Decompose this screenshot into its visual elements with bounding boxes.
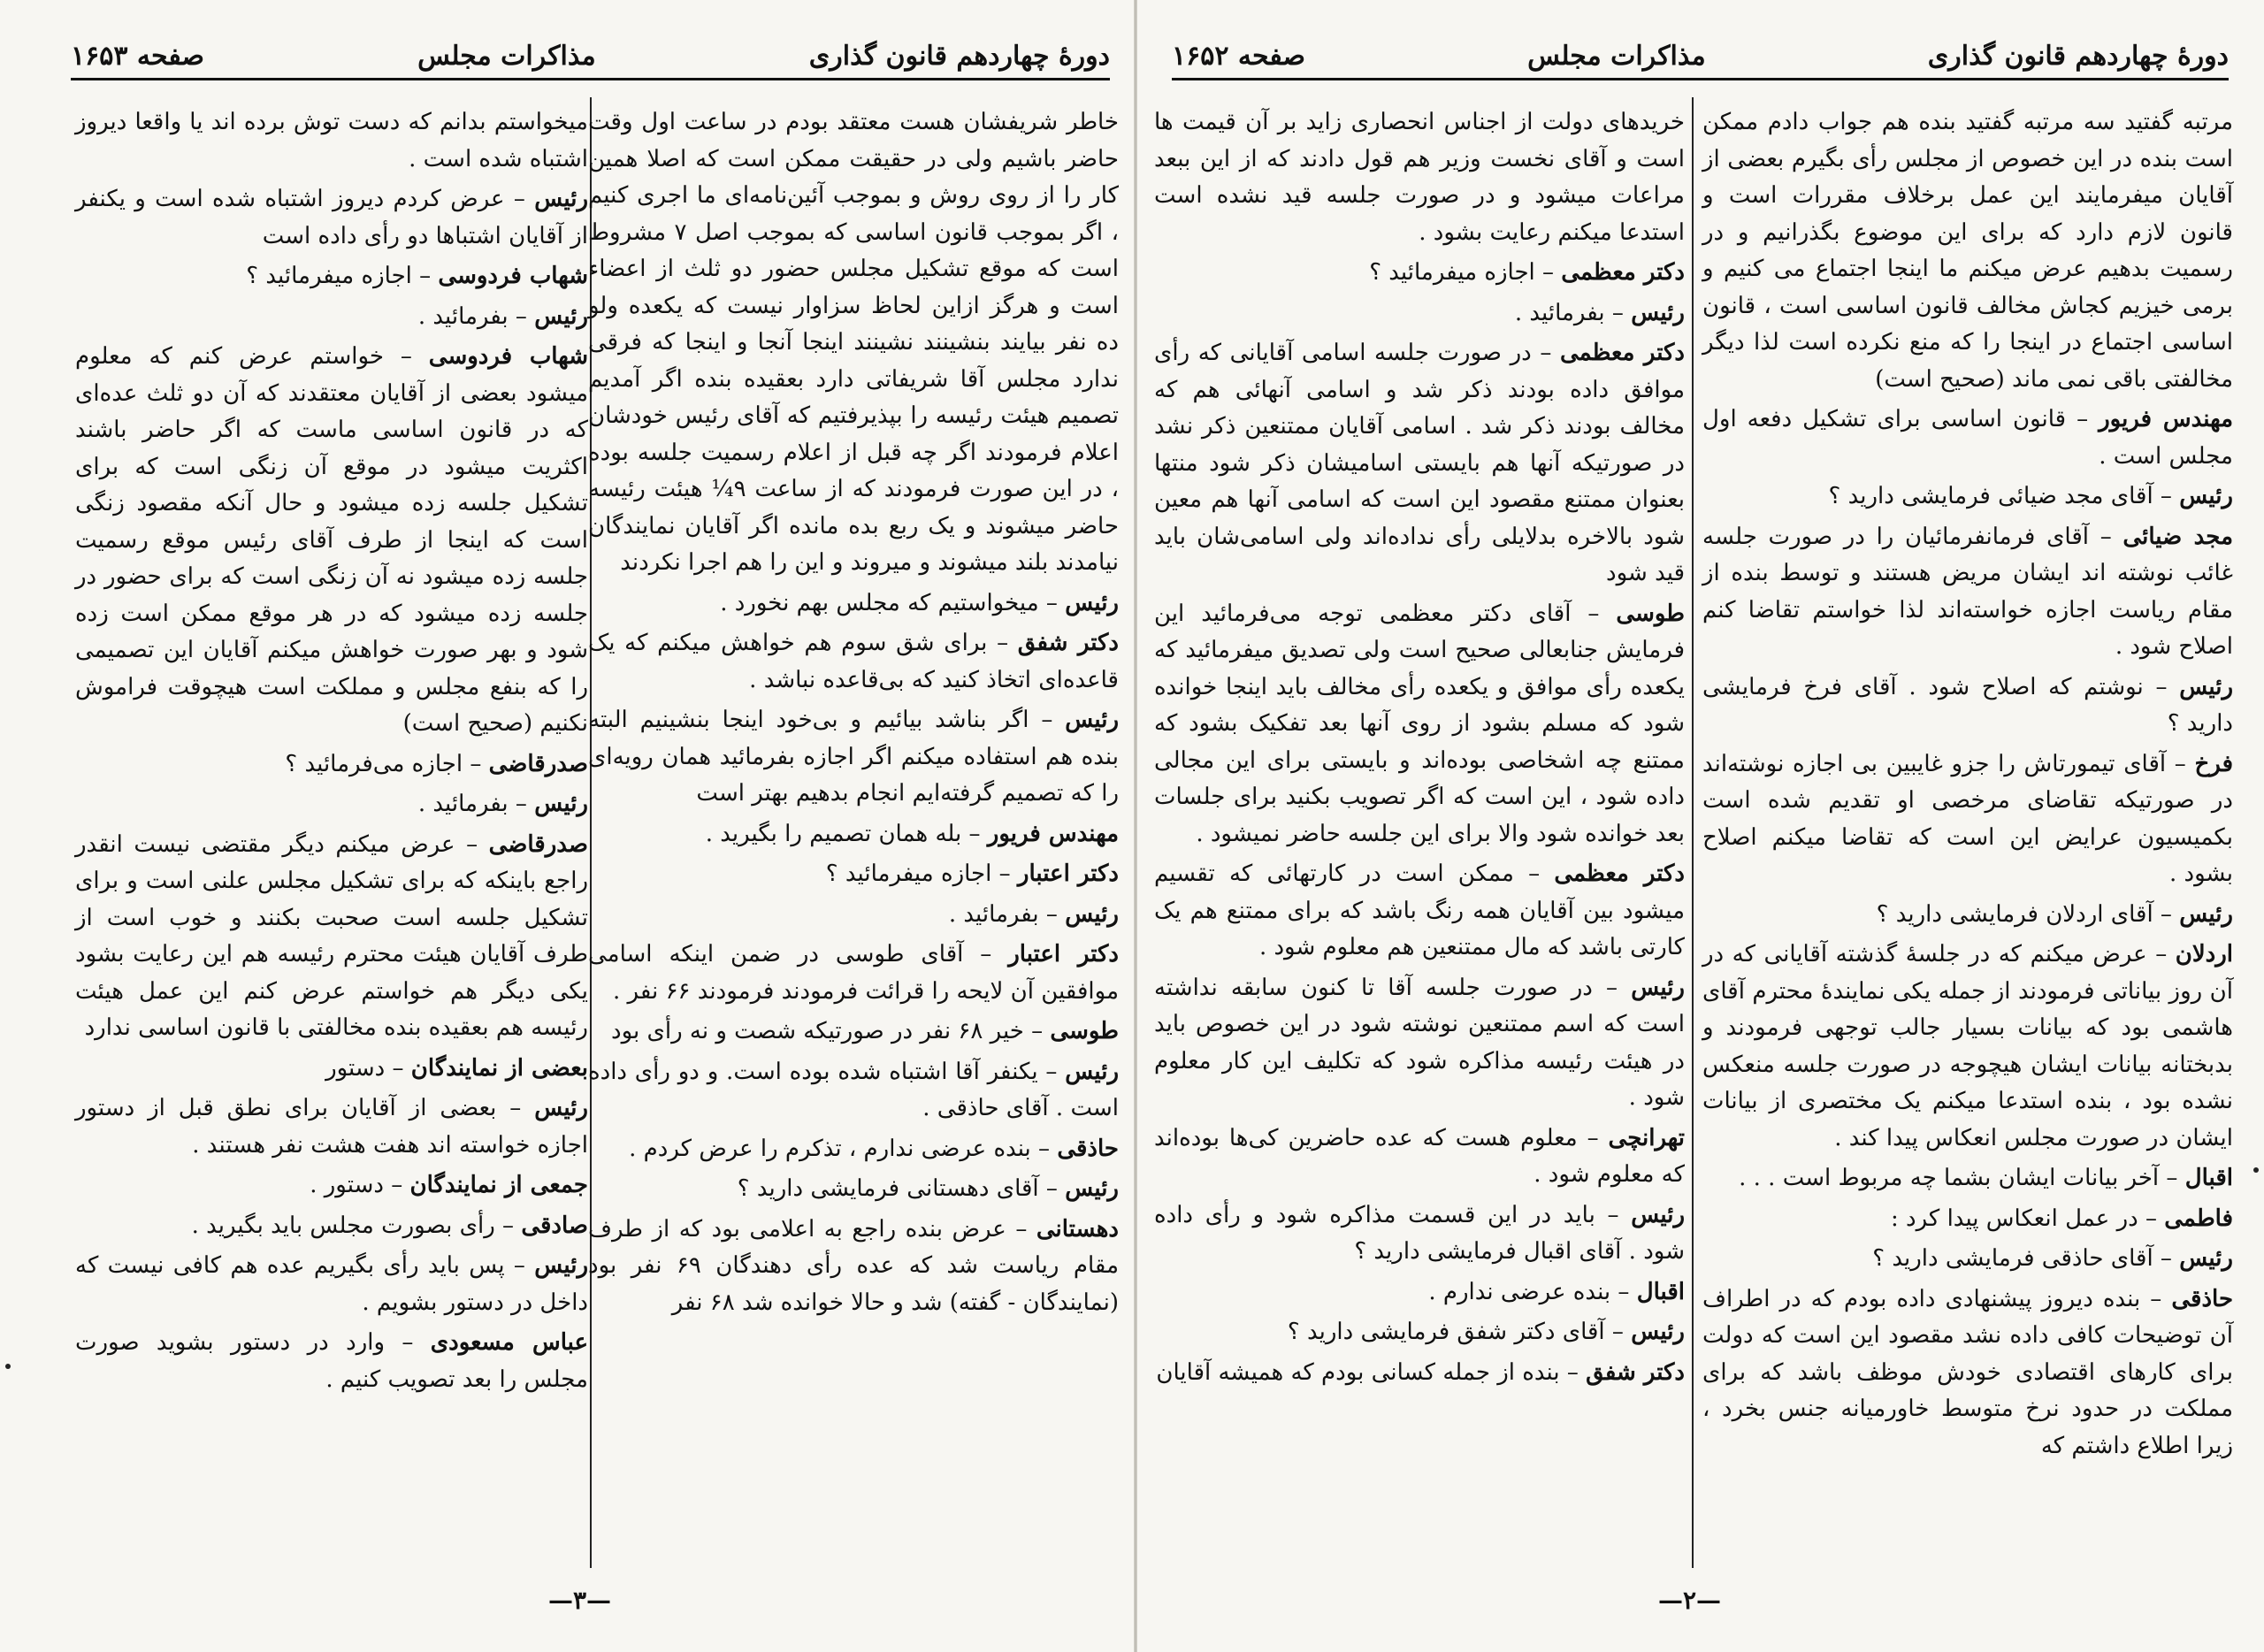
speaker-dash: – [963, 941, 1009, 967]
speech-paragraph [1702, 1281, 2233, 1465]
speaker-name: حاذقی [1057, 1135, 1119, 1162]
speech-paragraph [1154, 1197, 1685, 1271]
speaker-name: دکتر معظمی [1554, 860, 1686, 887]
speech-paragraph [1154, 856, 1685, 967]
speech-paragraph [588, 856, 1119, 893]
speaker-name: شهاب فردوسی [428, 343, 588, 370]
speech-text: خریدهای دولت از اجناس انحصاری زاید بر آن قیمت ها است و آقای نخست وزیر هم قول دادند که از این ببعد مراعات میشود و در صورت جلسه قید نشده است استدعا میکنم رعایت بشود . [1154, 109, 1685, 246]
speaker-dash: – [2153, 1245, 2180, 1272]
speaker-dash: – [494, 1212, 522, 1239]
speech-paragraph [588, 104, 1119, 582]
speech-text: دستور . [310, 1172, 384, 1198]
speech-text: بعضی از آقایان برای نطق قبل از دستور اجازه خواسته اند هفت هشت نفر هستند . [75, 1095, 588, 1159]
speech-text: میخواستم بدانم که دست توش برده اند یا واقعا دیروز اشتباه شده است . [75, 109, 588, 172]
speech-text: بنده عرضی ندارم ، تذکرم را عرض کردم . [629, 1135, 1031, 1162]
page-header [71, 34, 1110, 80]
speaker-dash: – [1559, 1358, 1587, 1386]
speaker-name: دهستانی [1036, 1215, 1120, 1243]
speech-paragraph [1154, 295, 1685, 333]
speaker-dash: – [411, 263, 439, 289]
speaker-dash: – [385, 1329, 431, 1356]
speech-paragraph [588, 816, 1119, 853]
text-column-right [588, 104, 1119, 1555]
speaker-name: دکتر معظمی [1559, 340, 1685, 366]
speech-paragraph [588, 1054, 1119, 1128]
speech-text: پس باید رأی بگیریم عده هم کافی نیست که داخل در دستور بشویم . [75, 1252, 588, 1316]
speech-paragraph [1154, 1355, 1685, 1392]
text-column-right [1702, 104, 2233, 1555]
page-folio: —۳— [548, 1586, 612, 1615]
session-title: دورهٔ چهاردهم قانون گذاری [808, 40, 1110, 72]
speaker-dash: – [1610, 1278, 1637, 1305]
speaker-dash: – [504, 1252, 535, 1279]
speech-paragraph [588, 625, 1119, 699]
speech-text: آقای دکتر شفق فرمایشی دارید ؟ [1287, 1319, 1605, 1345]
scan-mark [2253, 1167, 2259, 1173]
speaker-dash: – [1023, 1018, 1051, 1044]
speech-text: آقای دهستانی فرمایشی دارید ؟ [737, 1175, 1039, 1202]
speaker-name: تهرانچی [1608, 1124, 1686, 1151]
speaker-name: رئیس [2179, 900, 2233, 928]
speaker-name: رئیس [1065, 707, 1120, 733]
speech-text: بفرمائید . [948, 900, 1039, 928]
speech-paragraph [1702, 104, 2233, 398]
speech-paragraph [1154, 1274, 1685, 1312]
speech-paragraph [75, 181, 588, 255]
speaker-name: فاطمی [2164, 1205, 2233, 1232]
speaker-name: رئیس [2179, 673, 2234, 700]
speech-text: در عمل انعکاس پیدا کرد : [1890, 1205, 2138, 1232]
speech-text: آقای اردلان فرمایشی دارید ؟ [1876, 900, 2153, 928]
speaker-dash: – [385, 1054, 411, 1082]
speech-paragraph [1702, 402, 2233, 475]
speaker-name: صدرقاضی [488, 750, 588, 777]
speaker-dash: – [1038, 1175, 1066, 1202]
speech-text: دستور [325, 1054, 386, 1082]
speech-text: قانون اساسی برای تشکیل دفعه اول مجلس است . [1702, 406, 2233, 470]
text-column-left [1154, 104, 1685, 1555]
speaker-dash: – [463, 750, 489, 777]
speaker-name: رئیس [1631, 1319, 1685, 1345]
page-right [1136, 0, 2264, 1652]
speech-text: اجازه می‌فرمائید ؟ [285, 750, 463, 777]
speaker-dash: – [2140, 1285, 2172, 1312]
speech-text: نوشتم که اصلاح شود . آقای فرخ فرمایشی دارید ؟ [1702, 673, 2233, 737]
speech-text: بنده عرضی ندارم . [1428, 1278, 1611, 1305]
speech-text: بفرمائید . [417, 302, 509, 330]
speaker-dash: – [1029, 707, 1066, 733]
speech-text: خاطر شریفشان هست معتقد بودم در ساعت اول وقت حاضر باشیم ولی در حقیقت ممکن است که اصلا همین کار را از روی روش و بموجب آئین‌نامه‌ای ما اجری کنیم ، اگر بموجب قانون اساسی که بموجب اصل ۷ مشروط است که موقع تشکیل مجلس حضور دو ثلث از اعضاء است و هرگز ازاین لحاظ سزاوار نیست که یکعده ولو ده نفر بیایند بنشینند نشینند اینجا آنجا و اینجا که فرقی ندارد مجلس آقا شریفاتی دارد بعقیده بنده اگر آمدیم تصمیم هیئت رئیسه را بپذیرفتیم که آقای رئیس خودشان اعلام فرمودند اگر چه قبل از اعلام رسمیت جلسه بوده ، در این صورت فرمودند که از ساعت ۹¼ هیئت رئیسه حاضر میشوند و یک ربع بده مانده اگر آقایان نمایندگان نیامدند بلند میشوند و میروند و این را هم اجرا نکردند [588, 109, 1119, 576]
speech-paragraph [1702, 746, 2233, 893]
speaker-dash: – [2159, 1165, 2185, 1191]
speaker-dash: – [383, 1172, 410, 1198]
speaker-name: طوسی [1050, 1018, 1119, 1044]
speaker-name: صادقی [521, 1212, 588, 1239]
speaker-name: رئیس [1631, 299, 1685, 326]
speaker-dash: – [1037, 1058, 1066, 1085]
speaker-name: دکتر اعتبار [1008, 941, 1120, 967]
speaker-dash: – [1604, 1319, 1632, 1345]
speech-paragraph [588, 1171, 1119, 1208]
speaker-dash: – [508, 302, 535, 330]
speaker-name: رئیس [534, 1095, 588, 1121]
speaker-dash: – [1604, 299, 1632, 326]
speech-paragraph [588, 1212, 1119, 1322]
page-label: صفحه ۱۶۵۳ [71, 40, 205, 72]
speaker-name: رئیس [534, 186, 589, 212]
speech-paragraph [1154, 335, 1685, 593]
speaker-name: اقبال [1636, 1278, 1685, 1305]
speech-paragraph [588, 585, 1119, 623]
speaker-dash: – [2166, 750, 2195, 777]
speech-text: مرتبه گفتید سه مرتبه گفتید بنده هم جواب دادم ممکن است بنده در این خصوص از مجلس رأی بگیرم بعضی از آقایان میفرمایند این عمل برخلاف مقررات است و قانون لازم دارد که برای این موضوع بگذرانیم و در رسمیت بدهیم عرض میکنم ما اینجا اجتماع می کنیم و برمی خیزیم کجاش مخالف قانون اساسی است ، قانون اساسی اجتماع در اینجا را که منع نکرده است لذا دیگر مخالفتی باقی نمی ماند (صحیح است) [1702, 109, 2233, 393]
speaker-dash: – [2153, 483, 2180, 509]
speaker-name: مهندس فریور [987, 820, 1119, 847]
speech-text: میخواستیم که مجلس بهم نخورد . [720, 589, 1039, 616]
speech-paragraph [75, 1167, 588, 1205]
speech-paragraph [1154, 1120, 1685, 1194]
session-title: دورهٔ چهاردهم قانون گذاری [1927, 40, 2229, 72]
speaker-name: اردلان [2175, 941, 2233, 967]
speech-text: عرض کردم دیروز اشتباه شده است و یکنفر از آقایان اشتباها دو رأی داده است [75, 186, 588, 249]
speech-paragraph [75, 786, 588, 823]
speech-paragraph [1154, 255, 1685, 292]
speaker-dash: – [991, 860, 1018, 887]
speaker-name: دکتر اعتبار [1017, 860, 1119, 887]
speaker-name: رئیس [1631, 1201, 1686, 1228]
speech-paragraph [1702, 669, 2233, 743]
speaker-name: رئیس [1065, 900, 1119, 928]
speech-paragraph [75, 1325, 588, 1398]
speaker-dash: – [1534, 259, 1562, 286]
speaker-name: اقبال [2184, 1165, 2233, 1191]
speaker-dash: – [504, 186, 535, 212]
speaker-dash: – [383, 343, 429, 370]
speech-paragraph [588, 1013, 1119, 1051]
speech-paragraph [75, 1208, 588, 1245]
speaker-dash: – [1595, 1201, 1632, 1228]
speaker-name: جمعی از نمایندگان [409, 1172, 588, 1198]
speech-paragraph [75, 1051, 588, 1088]
speech-text: ممکن است در کارتهائی که تقسیم میشود بین آقایان همه رنگ باشد که برای ممتنع هم یک کارتی باشد که مال ممتنعین هم معلوم شود . [1154, 860, 1685, 960]
speaker-name: شهاب فردوسی [438, 263, 588, 289]
speaker-dash: – [1030, 1135, 1058, 1162]
speaker-name: مجد ضیائی [2122, 523, 2234, 550]
text-column-left [75, 104, 588, 1555]
speech-paragraph [1154, 970, 1685, 1117]
speech-paragraph [588, 1131, 1119, 1168]
speech-text: خواستم عرض کنم که معلوم میشود بعضی از آقایان معتقدند که آن دو ثلث عده‌ای که در قانون اساسی ماست که اگر حاضر باشند اکثریت میشود در موقع آن زنگی است که برای تشکیل جلسه زده میشود و حال آنکه مقصود زنگی است که اینجا از طرف آقای رئیس موقع رسمیت جلسه زده میشود نه آن زنگی است که برای حضور در جلسه زده میشود که در هر موقع ممکن است زده شود و بهر صورت خواهش میکنم آقایان این تصمیمی را که بنفع مجلس و مملکت است هیچوقت فراموش نکنیم (صحیح است) [75, 343, 588, 737]
publication-title: مذاکرات مجلس [417, 40, 596, 72]
speaker-name: مهندس فریور [2099, 406, 2233, 432]
speech-text: بنده دیروز پیشنهادی داده بودم که در اطراف آن توضیحات کافی داده نشد مقصود این است که دولت برای کارهای اقتصادی خودش موظف باشد که برای مملکت در حدود نرخ متوسط خاورمیانه جنس بخرد ، زیرا اطلاع داشتم که [1702, 1285, 2233, 1459]
speech-text: اگر بناشد بیائیم و بی‌خود اینجا بنشینیم البته بنده هم استفاده میکنم اگر اجازه بفرمائید همان رویه‌ای را که تصمیم گرفته‌ایم انجام بدهیم بهتر است [588, 707, 1119, 807]
speech-paragraph [1154, 596, 1685, 853]
speech-text: اجازه میفرمائید ؟ [825, 860, 992, 887]
speech-text: در صورت جلسه اسامی آقایانی که رأی موافق داده بودند ذکر شد و اسامی آنهائی هم که مخالف بودند ذکر شد . اسامی آقایان ممتنعین ذکر نشد در صورتیکه آنها هم بایستی اسامیشان ذکر شود منتها بعنوان ممتنع مقصود این است که اسامی آنها هم معین شود بالاخره بدلایلی رأی نداده‌اند ولی اسامی‌شان باید قید شود [1154, 340, 1685, 586]
speech-text: اجازه میفرمائید ؟ [246, 263, 412, 289]
speaker-name: صدرقاضی [488, 830, 588, 858]
speech-paragraph [588, 702, 1119, 813]
speaker-dash: – [1038, 589, 1066, 616]
speaker-dash: – [1531, 340, 1560, 366]
speech-paragraph [75, 827, 588, 1047]
page-folio: —۲— [1658, 1586, 1722, 1615]
speech-paragraph [1154, 1314, 1685, 1351]
speech-paragraph [1702, 1241, 2233, 1278]
speaker-name: رئیس [2179, 483, 2233, 509]
speaker-dash: – [1592, 974, 1632, 1001]
speech-text: اجازه میفرمائید ؟ [1369, 259, 1535, 286]
speech-paragraph [75, 1090, 588, 1164]
speech-paragraph [75, 299, 588, 336]
speech-text: بنده از جمله کسانی بودم که همیشه آقایان [1156, 1358, 1560, 1386]
speech-text: آخر بیانات ایشان بشما چه مربوط است . . . [1739, 1165, 2160, 1191]
speech-paragraph [1154, 104, 1685, 251]
speaker-dash: – [2153, 900, 2180, 928]
speaker-name: عباس مسعودی [430, 1329, 588, 1356]
speaker-dash: – [508, 791, 535, 817]
speech-text: بفرمائید . [417, 791, 509, 817]
publication-title: مذاکرات مجلس [1527, 40, 1706, 72]
speech-paragraph [1702, 519, 2233, 666]
speaker-dash: – [1038, 900, 1066, 928]
speech-text: معلوم هست که عده حاضرین کی‌ها بوده‌اند که معلوم شود . [1154, 1124, 1685, 1188]
speech-paragraph [1702, 937, 2233, 1157]
speaker-name: رئیس [534, 302, 588, 330]
speaker-dash: – [1513, 860, 1555, 887]
speech-paragraph [1702, 897, 2233, 934]
speaker-dash: – [496, 1095, 535, 1121]
speaker-name: رئیس [1065, 589, 1119, 616]
speech-paragraph [75, 746, 588, 784]
speech-text: یکنفر آقا اشتباه شده بوده است. و دو رأی داده است . آقای حاذقی . [588, 1058, 1119, 1121]
speech-text: باید در این قسمت مذاکره شود و رأی داده شود . آقای اقبال فرمایشی دارید ؟ [1154, 1201, 1685, 1265]
speech-text: آقای تیمورتاش را جزو غایبین بی اجازه نوشته‌اند در صورتیکه تقاضای مرخصی او تقدیم شده است بکمیسیون عرایض این است که تقاضا میکنم اصلاح بشود . [1702, 750, 2233, 887]
speech-text: آقای طوسی در ضمن اینکه اسامی موافقین آن لایحه را قرائت فرمودند فرمودند ۶۶ نفر . [588, 941, 1119, 1005]
speech-text: عرض بنده راجع به اعلامی بود که از طرف مقام ریاست شد که عده رأی دهندگان ۶۹ نفر بود (نمایندگان - گفته) شد و حالا خوانده شد ۶۸ نفر [588, 1215, 1119, 1316]
speaker-dash: – [987, 630, 1018, 656]
speech-paragraph [75, 1248, 588, 1321]
speech-text: در صورت جلسه آقا تا کنون سابقه نداشته است که اسم ممتنعین نوشته شود در این خصوص باید در هیئت رئیسه مذاکره شود که تکلیف این کار معلوم شود . [1154, 974, 1685, 1111]
speaker-dash: – [961, 820, 988, 847]
speech-paragraph [75, 339, 588, 743]
speech-text: آقای مجد ضیائی فرمایشی دارید ؟ [1828, 483, 2153, 509]
speech-text: رأی بصورت مجلس باید بگیرید . [191, 1212, 495, 1239]
speaker-name: رئیس [2179, 1245, 2233, 1272]
speech-text: عرض میکنم دیگر مقتضی نیست انقدر راجع باینکه که برای تشکیل مجلس علنی است و برای تشکیل جلسه است صحبت بکنند و خوب است از طرف آقایان هیئت محترم رئیسه هم این رعایت بشود یکی دیگر هم خواستم عرض کنم این عمل هیئت رئیسه هم بعقیده بنده مخالفتی با قانون اساسی ندارد [75, 830, 588, 1041]
column-rule [1692, 97, 1694, 1568]
speaker-name: رئیس [1065, 1175, 1119, 1202]
speaker-name: رئیس [534, 791, 588, 817]
speaker-name: رئیس [534, 1252, 589, 1279]
speech-paragraph [588, 897, 1119, 934]
speech-paragraph [75, 258, 588, 295]
speaker-dash: – [1571, 600, 1617, 627]
speaker-dash: – [2146, 941, 2176, 967]
speaker-name: رئیس [1065, 1058, 1120, 1085]
speaker-name: دکتر شفق [1017, 630, 1119, 656]
speaker-name: فرخ [2194, 750, 2233, 777]
speaker-dash: – [2066, 406, 2100, 432]
speaker-dash: – [2089, 523, 2123, 550]
speech-text: بله همان تصمیم را بگیرید . [705, 820, 962, 847]
speech-paragraph [75, 104, 588, 178]
speaker-dash: – [2138, 1205, 2165, 1232]
speech-text: آقای فرمانفرمائیان را در صورت جلسه غائب نوشته اند ایشان مریض هستند و توسط بنده از مقام ریاست اجازه خواسته‌اند لذا خواستم تقاضا کنم اصلاح شود . [1702, 523, 2233, 660]
speech-text: بفرمائید . [1514, 299, 1605, 326]
speaker-name: دکتر معظمی [1561, 259, 1685, 286]
speech-text: آقای حاذقی فرمایشی دارید ؟ [1872, 1245, 2153, 1272]
speech-text: برای شق سوم هم خواهش میکنم که یک قاعده‌ای اتخاذ کنید که بی‌قاعده نباشد . [588, 630, 1119, 693]
speech-paragraph [1702, 478, 2233, 516]
speech-text: وارد در دستور بشوید صورت مجلس را بعد تصویب کنیم . [75, 1329, 588, 1393]
speaker-dash: – [1577, 1124, 1609, 1151]
speech-text: آقای دکتر معظمی توجه می‌فرمائید این فرمایش جنابعالی صحیح است ولی تصدیق میفرمائید که یکعده رأی موافق و یکعده رأی مخالف باید اینجا خوانده شود که مسلم بشود از روی آنها بعد تفکیک بشود که ممتنع چه اشخاصی بوده‌اند و بایستی برای این مجالی داده شود ، این است که اگر تصویب بکنید برای جلسات بعد خوانده شود والا برای این جلسه حاضر نمیشود . [1154, 600, 1685, 847]
speaker-dash: – [2143, 673, 2180, 700]
speaker-name: طوسی [1616, 600, 1686, 627]
page-header [1172, 34, 2229, 80]
speech-paragraph [1702, 1201, 2233, 1238]
speaker-name: دکتر شفق [1586, 1358, 1685, 1386]
speech-paragraph [1702, 1160, 2233, 1197]
scan-mark [5, 1364, 11, 1369]
speech-text: عرض میکنم که در جلسهٔ گذشته آقایانی که در آن روز بیاناتی فرمودند از جمله یکی نمایندهٔ محترم آقای هاشمی بود که بیانات بسیار جالب توجهی فرمودند و بدبختانه بیانات ایشان هیچوجه در صورت جلسه منعکس نشده بود ، بنده استدعا میکنم یک مختصری از بیانات ایشان در صورت مجلس انعکاس پیدا کند . [1702, 941, 2233, 1151]
speaker-dash: – [1006, 1215, 1036, 1243]
speaker-name: رئیس [1631, 974, 1685, 1001]
speaker-name: بعضی از نمایندگان [410, 1054, 588, 1082]
page-label: صفحه ۱۶۵۲ [1172, 40, 1306, 72]
speech-text: خیر ۶۸ نفر در صورتیکه شصت و نه رأی بود [611, 1018, 1024, 1044]
speaker-name: حاذقی [2171, 1285, 2234, 1312]
speaker-dash: – [455, 830, 489, 858]
speech-paragraph [588, 937, 1119, 1010]
